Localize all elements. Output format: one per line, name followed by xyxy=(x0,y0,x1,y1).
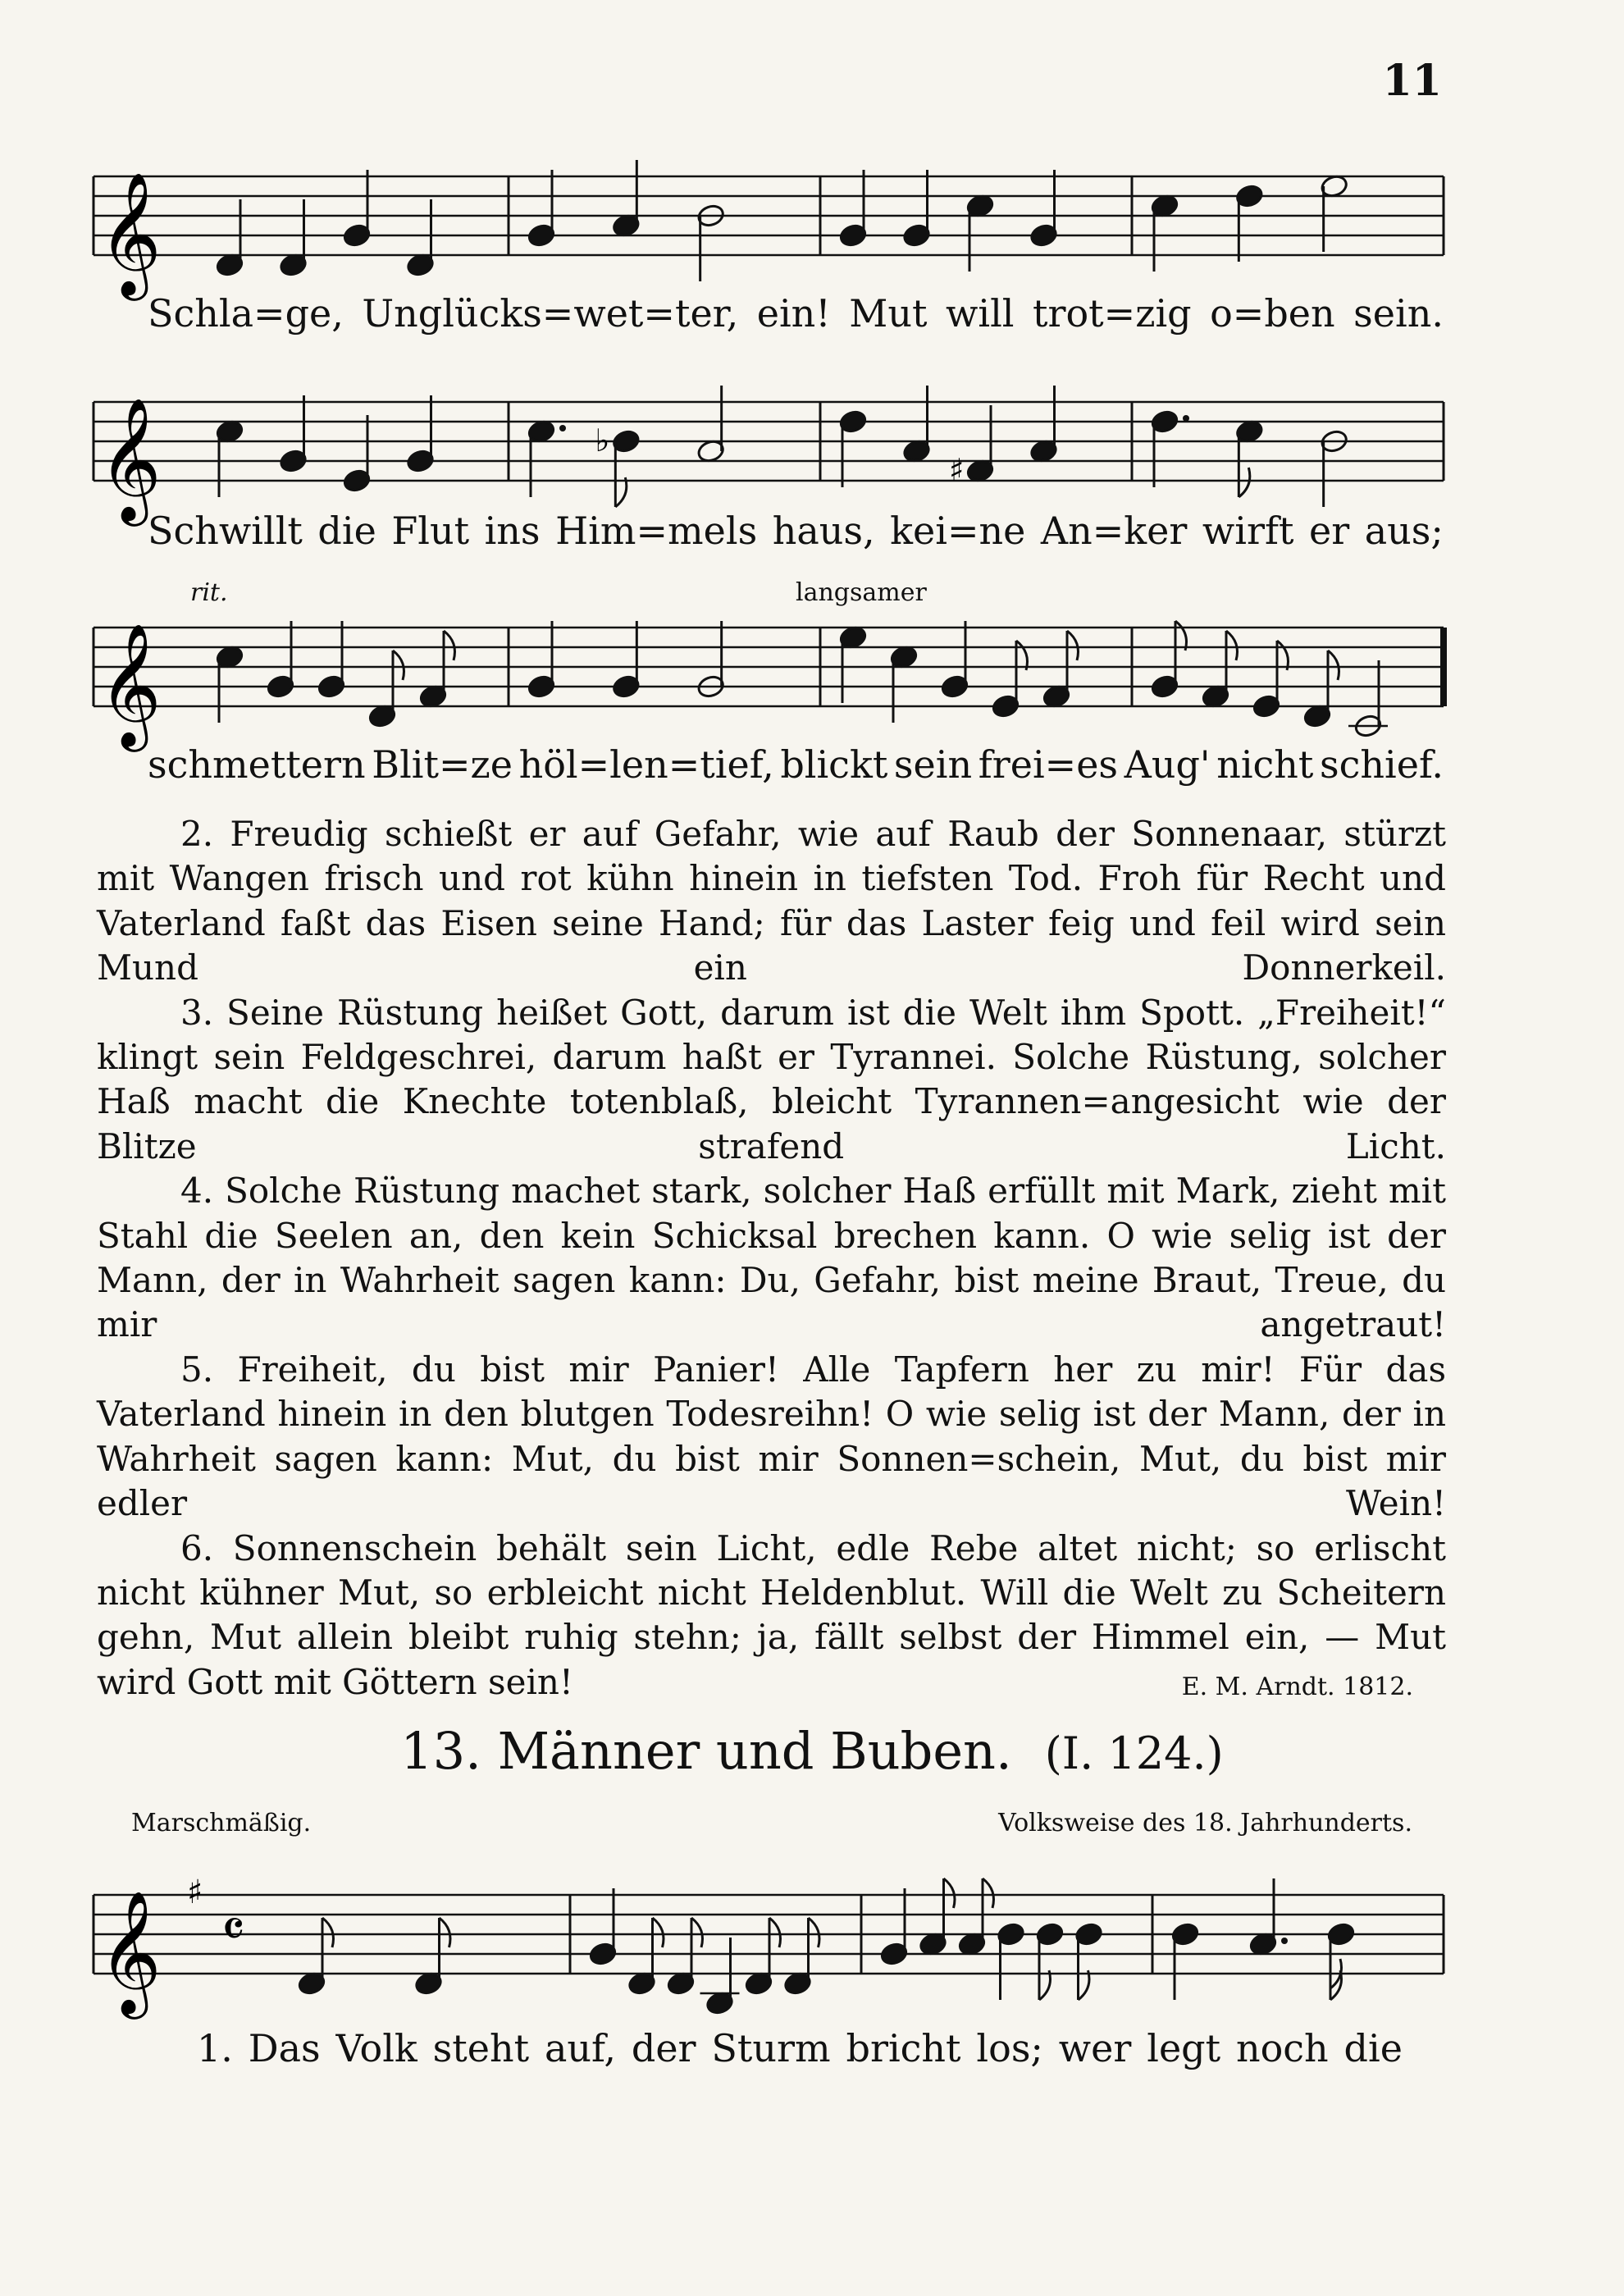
note-flag xyxy=(1079,1970,1090,2000)
lyric-word: blickt xyxy=(780,742,888,787)
lyric-word: sein. xyxy=(1353,291,1444,335)
verses xyxy=(97,812,1446,1709)
lyric-word: aus; xyxy=(1364,509,1444,553)
lyric-word: An=ker xyxy=(1040,509,1188,553)
key-sharp-icon: ♯ xyxy=(187,1874,203,1911)
note-flag xyxy=(691,1918,703,1947)
lyric-word: Blit=ze xyxy=(372,742,513,787)
note-flag xyxy=(1328,650,1339,680)
song-lyric-word: steht xyxy=(432,2026,530,2070)
lyric-word: frei=es xyxy=(978,742,1119,787)
lyric-word: o=ben xyxy=(1210,291,1335,335)
note-dot xyxy=(559,425,566,431)
lyric-word: Schwillt xyxy=(148,509,303,553)
lyric-line-3 xyxy=(148,742,1444,787)
lyric-line-2 xyxy=(148,509,1444,553)
music-system-1 xyxy=(90,152,1452,308)
lyric-word: wirft xyxy=(1202,509,1294,553)
lyric-line-4 xyxy=(197,2026,1403,2070)
song-number-title: 13. Männer und Buben. xyxy=(400,1721,1012,1781)
note-dot xyxy=(1183,415,1189,422)
note-flag xyxy=(809,1918,820,1947)
treble-clef-icon: 𝄞 xyxy=(98,171,162,295)
song-lyric-word: der xyxy=(631,2026,696,2070)
flat-icon: ♭ xyxy=(595,422,610,459)
note-flag xyxy=(1226,631,1238,660)
lyric-word: trot=zig xyxy=(1033,291,1192,335)
note-flag xyxy=(1039,1970,1051,2000)
verse-2: 2. Freudig schießt er auf Gefahr, wie auf Raub der Sonnenaar, stürzt mit Wangen frisch und rot kühn hinein in tiefsten Tod. Froh für Recht und Vaterland faßt das Eisen seine Hand; für das Laster feig und feil wird sein Mund ein Donnerkeil. xyxy=(97,814,1446,988)
song-lyric-word: wer xyxy=(1058,2026,1132,2070)
song-lyric-word: auf, xyxy=(544,2026,617,2070)
note-flag xyxy=(653,1918,664,1947)
note-flag xyxy=(1016,641,1028,670)
verse-3: 3. Seine Rüstung heißet Gott, darum ist die Welt ihm Spott. „Freiheit!“ klingt sein Feldgeschrei, darum haßt er Tyrannei. Solche Rüstung, solcher Haß macht die Knechte totenblaß, bleicht Tyrannen=angesicht wie der Blitze strafend Licht. xyxy=(97,992,1446,1166)
song-title xyxy=(0,1721,1624,1781)
song-lyric-word: 1. xyxy=(197,2026,233,2070)
lyric-word: ins xyxy=(484,509,541,553)
song-source: Volksweise des 18. Jahrhunderts. xyxy=(998,1809,1412,1837)
lyric-word: höl=len=tief, xyxy=(518,742,774,787)
note-flag xyxy=(1175,621,1187,650)
note-flag xyxy=(1277,641,1289,670)
lyric-line-1 xyxy=(148,291,1444,335)
lyric-word: ein! xyxy=(756,291,831,335)
tempo-rit: rit. xyxy=(190,578,228,607)
sharp-icon: ♯ xyxy=(949,452,965,488)
lyric-word: die xyxy=(317,509,376,553)
lyric-word: schief. xyxy=(1320,742,1444,787)
note-flag xyxy=(944,1878,956,1908)
song-lyric-word: die xyxy=(1343,2026,1403,2070)
note-flag xyxy=(322,1918,334,1947)
lyric-word: nicht xyxy=(1216,742,1314,787)
verse-6-text: 6. Sonnenschein behält sein Licht, edle Rebe altet nicht; so erlischt nicht kühner Mut, so erbleicht nicht Heldenblut. Will die Welt zu Scheitern gehn, Mut allein bleibt ruhig stehn; ja, fällt selbst der Himmel ein, — Mut wird Gott mit Göttern sein! xyxy=(97,1527,1446,1702)
lyric-word: haus, xyxy=(772,509,875,553)
lyric-word: Aug' xyxy=(1124,742,1211,787)
tempo-langsamer: langsamer xyxy=(796,578,927,607)
song-lyric-word: Das xyxy=(248,2026,321,2070)
lyric-word: kei=ne xyxy=(890,509,1026,553)
note-flag xyxy=(440,1918,451,1947)
lyric-word: schmettern xyxy=(148,742,366,787)
song-reference: (I. 124.) xyxy=(1044,1728,1224,1779)
note-flag xyxy=(769,1918,781,1947)
note-flag xyxy=(615,477,627,507)
song-tempo: Marschmäßig. xyxy=(131,1809,312,1837)
song-lyric-word: los; xyxy=(976,2026,1043,2070)
page-number: 11 xyxy=(1382,56,1442,106)
common-time-icon: 𝄴 xyxy=(221,1900,245,1961)
note-flag xyxy=(393,650,404,680)
song-lyric-word: legt xyxy=(1147,2026,1221,2070)
note-flag xyxy=(444,631,455,660)
note-dot xyxy=(1281,1938,1288,1944)
treble-clef-icon: 𝄞 xyxy=(98,396,162,521)
lyric-word: will xyxy=(946,291,1015,335)
lyric-word: Him=mels xyxy=(555,509,758,553)
song-lyric-word: bricht xyxy=(846,2026,961,2070)
lyric-word: er xyxy=(1308,509,1350,553)
music-system-4 xyxy=(90,1854,1452,2026)
lyric-word: Unglücks=wet=ter, xyxy=(362,291,739,335)
note-flag xyxy=(1067,631,1079,660)
song-lyric-word: Volk xyxy=(335,2026,417,2070)
song-lyric-word: noch xyxy=(1235,2026,1329,2070)
note-flag xyxy=(983,1878,994,1908)
lyric-word: Schla=ge, xyxy=(148,291,344,335)
attribution: E. M. Arndt. 1812. xyxy=(1181,1672,1413,1701)
treble-clef-icon: 𝄞 xyxy=(98,622,162,746)
song-lyric-word: Sturm xyxy=(711,2026,831,2070)
lyric-word: sein xyxy=(893,742,973,787)
treble-clef-icon: 𝄞 xyxy=(98,1889,162,2014)
lyric-word: Flut xyxy=(391,509,470,553)
verse-4: 4. Solche Rüstung machet stark, solcher Haß erfüllt mit Mark, zieht mit Stahl die Seelen an, den kein Schicksal brechen kann. O wie selig ist der Mann, der in Wahrheit sagen kann: Du, Gefahr, bist meine Braut, Treue, du mir angetraut! xyxy=(97,1171,1446,1345)
lyric-word: Mut xyxy=(849,291,928,335)
note-flag xyxy=(1239,468,1250,497)
music-system-3 xyxy=(90,603,1452,759)
verse-5: 5. Freiheit, du bist mir Panier! Alle Tapfern her zu mir! Für das Vaterland hinein in den blutgen Todesreihn! O wie selig ist der Mann, der in Wahrheit sagen kann: Mut, du bist mir Sonnen=schein, Mut, du bist mir edler Wein! xyxy=(97,1349,1446,1524)
verse-6 xyxy=(97,1527,1446,1705)
